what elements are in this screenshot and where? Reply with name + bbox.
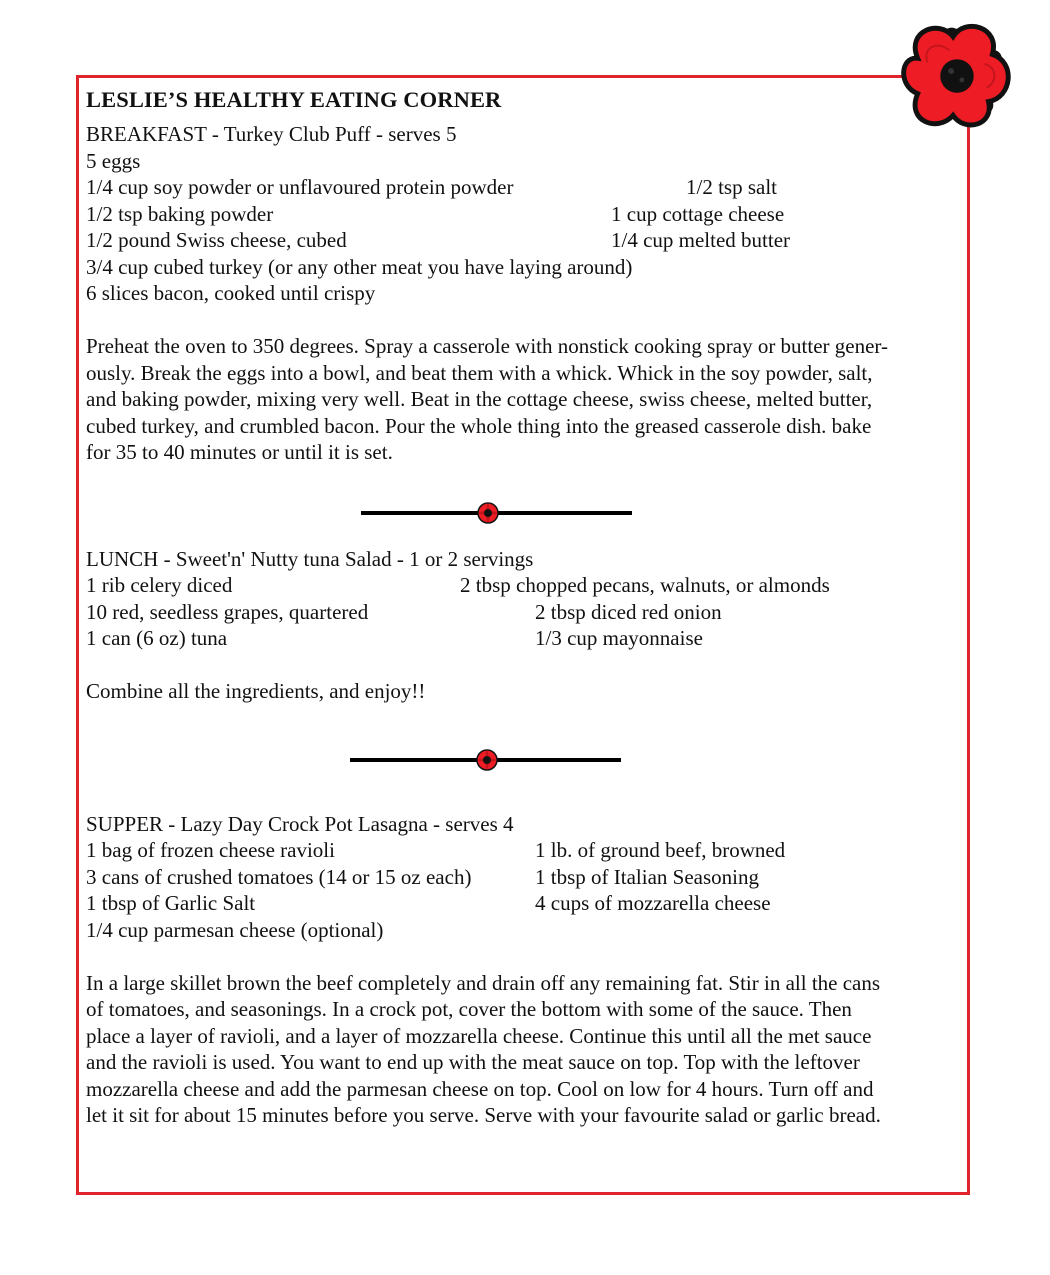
directions-line: let it sit for about 15 minutes before you serve. Serve with your favourite salad or garlic bread. <box>86 1103 881 1127</box>
ingredient-line: 3/4 cup cubed turkey (or any other meat you have laying around) <box>86 254 633 279</box>
ingredient-left: 1/4 cup soy powder or unflavoured protein powder <box>86 175 514 199</box>
directions-line: for 35 to 40 minutes or until it is set. <box>86 440 393 464</box>
lunch-heading: LUNCH - Sweet'n' Nutty tuna Salad - 1 or 2 servings <box>86 546 534 571</box>
directions-line: In a large skillet brown the beef completely and drain off any remaining fat. Stir in all the cans <box>86 970 881 995</box>
recipe-content <box>86 84 966 1129</box>
directions-line: Combine all the ingredients, and enjoy!! <box>86 679 426 703</box>
ingredient-line: 6 slices bacon, cooked until crispy <box>86 281 376 305</box>
ingredient-right: 1/2 tsp salt <box>686 175 778 199</box>
directions-line: ously. Break the eggs into a bowl, and beat them with a whick. Whick in the soy powder, salt, <box>86 360 873 385</box>
directions-line: place a layer of ravioli, and a layer of mozzarella cheese. Continue this until all the met sauce <box>86 1023 872 1048</box>
ingredient-row <box>86 599 966 626</box>
ingredient-right: 1/3 cup mayonnaise <box>535 626 703 650</box>
directions-line: cubed turkey, and crumbled bacon. Pour the whole thing into the greased casserole dish. bake <box>86 413 872 438</box>
ingredient-row <box>86 864 966 891</box>
ingredient-left: 1 rib celery diced <box>86 573 233 597</box>
ingredient-right: 1/4 cup melted butter <box>611 228 791 252</box>
directions-line: mozzarella cheese and add the parmesan cheese on top. Cool on low for 4 hours. Turn off and <box>86 1076 874 1101</box>
ingredient-left: 1 can (6 oz) tuna <box>86 626 228 650</box>
directions-line: and the ravioli is used. You want to end up with the meat sauce on top. Top with the leftover <box>86 1050 860 1074</box>
ingredient-right: 1 lb. of ground beef, browned <box>535 838 786 862</box>
ingredient-left: 1/2 pound Swiss cheese, cubed <box>86 228 347 252</box>
ingredient-left: 1 bag of frozen cheese ravioli <box>86 838 335 862</box>
ingredient-right: 2 tbsp chopped pecans, walnuts, or almonds <box>460 573 830 597</box>
ingredient-right: 1 cup cottage cheese <box>611 201 785 226</box>
supper-heading: SUPPER - Lazy Day Crock Pot Lasagna - serves 4 <box>86 811 514 836</box>
breakfast-heading: BREAKFAST - Turkey Club Puff - serves 5 <box>86 122 457 146</box>
ingredient-left: 3 cans of crushed tomatoes (14 or 15 oz each) <box>86 864 472 889</box>
directions-line: of tomatoes, and seasonings. In a crock pot, cover the bottom with some of the sauce. Then <box>86 997 852 1021</box>
directions-line: Preheat the oven to 350 degrees. Spray a casserole with nonstick cooking spray or butter gener- <box>86 334 888 358</box>
ingredient-row <box>86 837 966 864</box>
ingredient-left: 1 tbsp of Garlic Salt <box>86 891 256 915</box>
ingredient-row <box>86 227 966 254</box>
ingredient-left: 10 red, seedless grapes, quartered <box>86 599 369 624</box>
ingredient-right: 4 cups of mozzarella cheese <box>535 891 771 915</box>
section-divider <box>361 500 632 526</box>
directions-line: and baking powder, mixing very well. Beat in the cottage cheese, swiss cheese, melted butter, <box>86 387 873 411</box>
ingredient-row <box>86 174 966 201</box>
ingredient-left: 1/2 tsp baking powder <box>86 201 274 226</box>
ingredient-row <box>86 890 966 917</box>
divider-poppy-icon <box>474 747 500 773</box>
ingredient-row <box>86 625 966 652</box>
ingredient-row <box>86 201 966 228</box>
ingredient-line: 5 eggs <box>86 148 141 173</box>
section-divider <box>350 747 621 773</box>
ingredient-line: 1/4 cup parmesan cheese (optional) <box>86 917 384 942</box>
divider-poppy-icon <box>475 500 501 526</box>
ingredient-row <box>86 572 966 599</box>
page-title: LESLIE’S HEALTHY EATING CORNER <box>86 87 502 112</box>
ingredient-right: 1 tbsp of Italian Seasoning <box>535 864 759 889</box>
ingredient-right: 2 tbsp diced red onion <box>535 599 722 624</box>
